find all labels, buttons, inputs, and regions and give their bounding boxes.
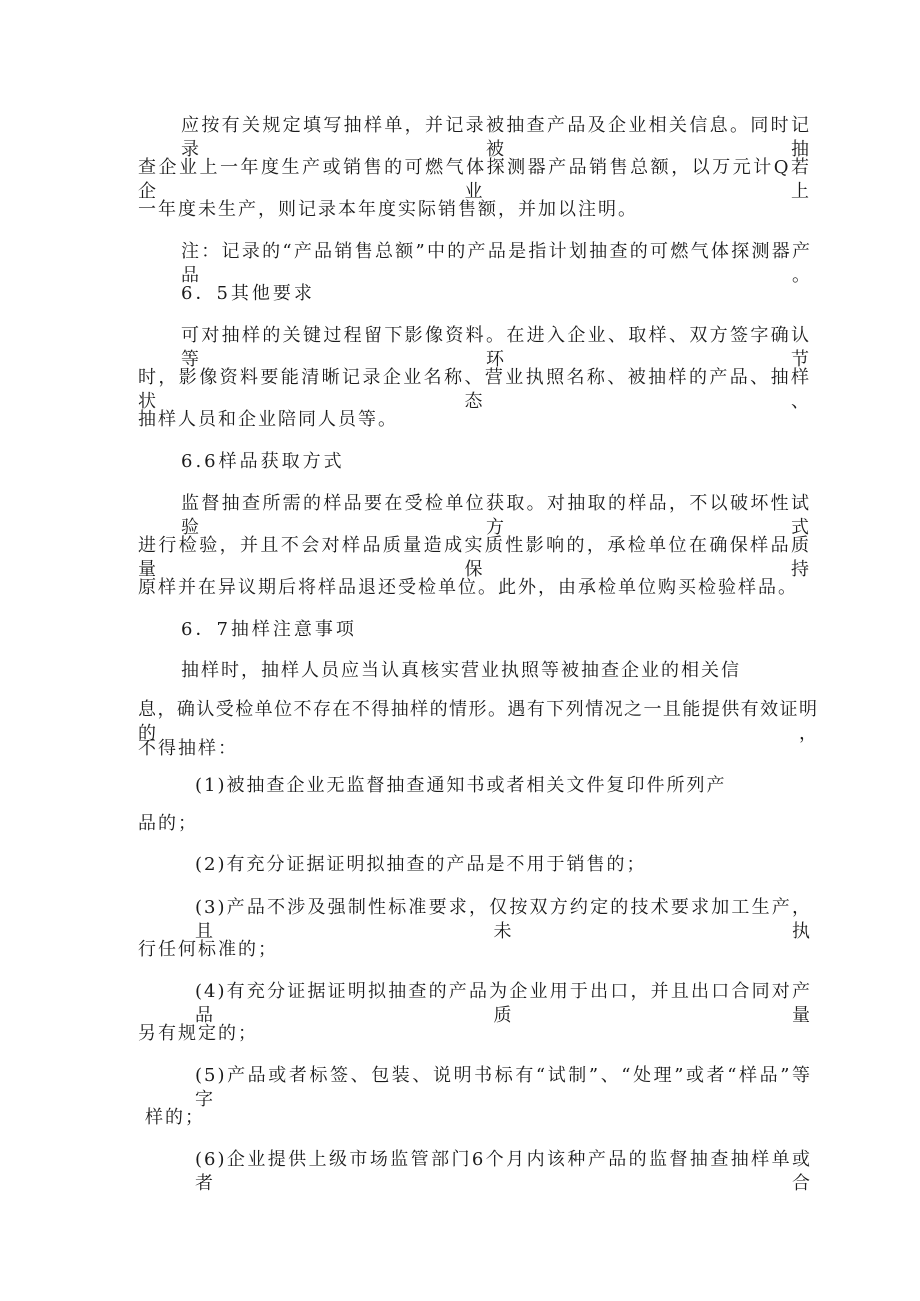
section-6-7-line-2: 息，确认受检单位不存在不得抽样的情形。遇有下列情况之一且能提供有效证明的， bbox=[138, 699, 818, 744]
section-6-6-line-1: 监督抽查所需的样品要在受检单位获取。对抽取的样品，不以破坏性试验方式 bbox=[181, 493, 811, 538]
section-6-5-heading: 6．5其他要求 bbox=[181, 283, 315, 304]
section-6-5-line-3: 抽样人员和企业陪同人员等。 bbox=[138, 409, 398, 430]
section-6-7-heading: 6．7抽样注意事项 bbox=[181, 619, 357, 640]
section-6-6-line-2: 进行检验，并且不会对样品质量造成实质性影响的，承检单位在确保样品质量保持 bbox=[138, 535, 811, 580]
list-item-6-line-1: (6)企业提供上级市场监管部门6个月内该种产品的监督抽查抽样单或者合 bbox=[195, 1149, 812, 1194]
section-6-7-line-3: 不得抽样： bbox=[138, 738, 238, 759]
list-item-4-line-1: (4)有充分证据证明拟抽查的产品为企业用于出口，并且出口合同对产品质量 bbox=[195, 981, 812, 1026]
list-item-5-line-1: (5)产品或者标签、包装、说明书标有“试制”、“处理”或者“样品”等字 bbox=[195, 1065, 812, 1110]
section-6-6-heading: 6.6样品获取方式 bbox=[181, 451, 345, 472]
list-item-4-line-2: 另有规定的； bbox=[138, 1023, 258, 1044]
para-1-line-3: 一年度未生产，则记录本年度实际销售额，并加以注明。 bbox=[138, 199, 638, 220]
note-text: 注：记录的“产品销售总额”中的产品是指计划抽查的可燃气体探测器产品。 bbox=[181, 241, 812, 286]
list-item-3-line-2: 行任何标准的； bbox=[138, 939, 278, 960]
para-1-line-1: 应按有关规定填写抽样单，并记录被抽查产品及企业相关信息。同时记录被抽 bbox=[181, 115, 811, 160]
section-6-6-line-3: 原样并在异议期后将样品退还受检单位。此外，由承检单位购买检验样品。 bbox=[138, 577, 798, 598]
list-item-3-line-1: (3)产品不涉及强制性标准要求，仅按双方约定的技术要求加工生产，且未执 bbox=[195, 897, 812, 942]
list-item-1-line-1: (1)被抽查企业无监督抽查通知书或者相关文件复印件所列产 bbox=[195, 775, 727, 796]
list-item-1-line-2: 品的； bbox=[138, 813, 198, 834]
section-6-5-line-2: 时，影像资料要能清晰记录企业名称、营业执照名称、被抽样的产品、抽样状态、 bbox=[138, 367, 811, 412]
section-6-5-line-1: 可对抽样的关键过程留下影像资料。在进入企业、取样、双方签字确认等环节 bbox=[181, 325, 811, 370]
section-6-7-line-1: 抽样时，抽样人员应当认真核实营业执照等被抽查企业的相关信 bbox=[181, 660, 741, 681]
para-1-line-2: 查企业上一年度生产或销售的可燃气体探测器产品销售总额，以万元计Q若企业上 bbox=[138, 157, 811, 202]
list-item-5-line-2: 样的； bbox=[145, 1107, 205, 1128]
list-item-2-line-1: (2)有充分证据证明拟抽查的产品是不用于销售的； bbox=[195, 854, 647, 875]
